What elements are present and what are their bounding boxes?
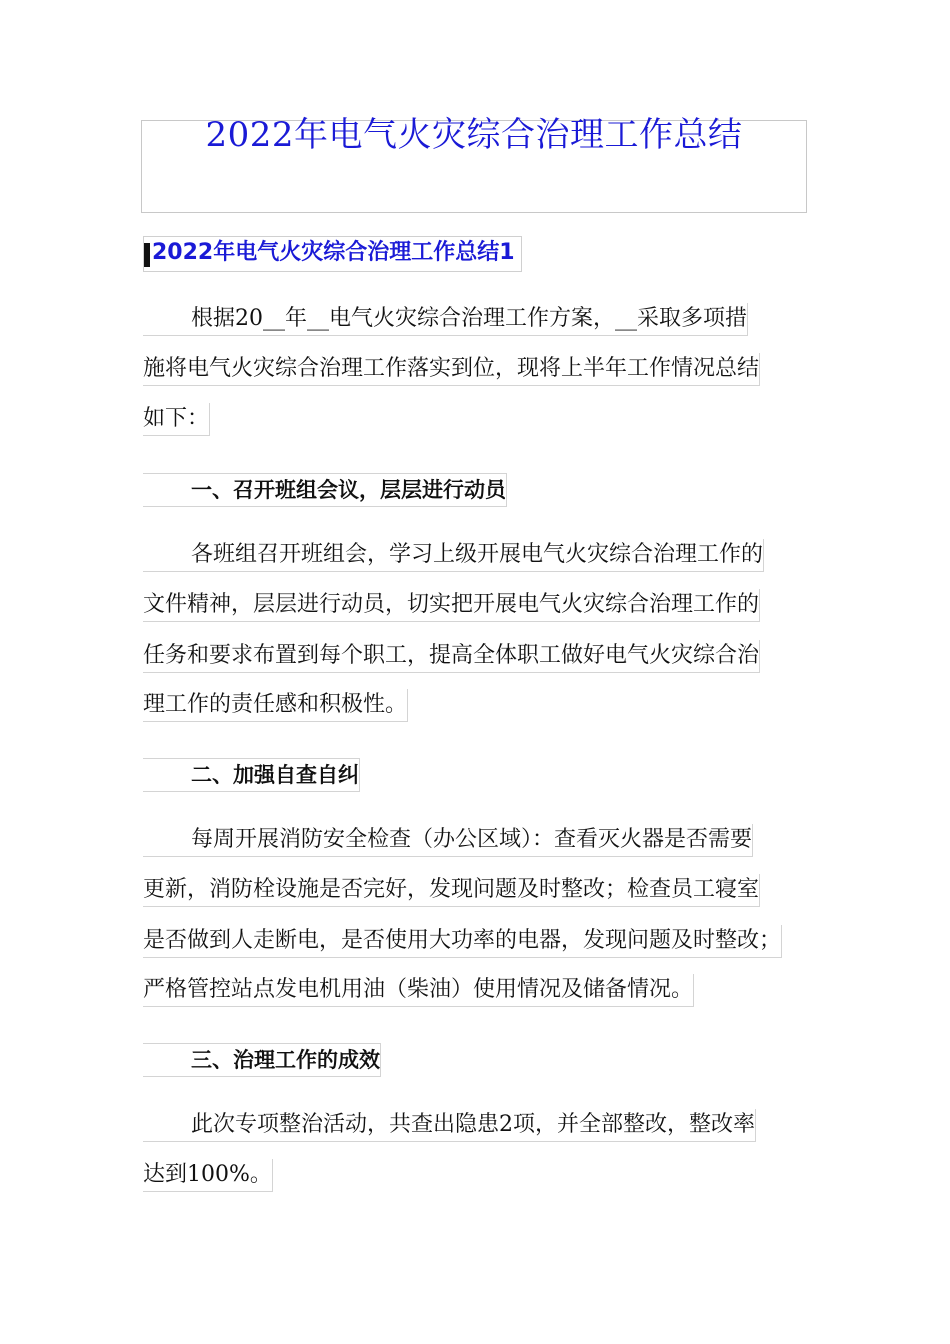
paragraph-line: 此次专项整治活动，共查出隐患2项，并全部整改，整改率 (143, 1109, 756, 1142)
subtitle-frame (143, 236, 522, 272)
paragraph-line: 达到100%。 (143, 1159, 273, 1192)
paragraph-line: 每周开展消防安全检查（办公区域）：查看灭火器是否需要 (143, 824, 753, 857)
paragraph-line: 更新，消防栓设施是否完好，发现问题及时整改；检查员工寝室 (143, 874, 760, 907)
section-heading: 二、加强自查自纠 (143, 758, 360, 792)
paragraph-line: 严格管控站点发电机用油（柴油）使用情况及储备情况。 (143, 974, 694, 1007)
document-title: 2022年电气火灾综合治理工作总结 (205, 115, 743, 155)
document-subtitle: 2022年电气火灾综合治理工作总结1 (152, 240, 515, 265)
paragraph-line: 根据20__年__电气火灾综合治理工作方案，__采取多项措 (143, 303, 748, 336)
paragraph-line: 各班组召开班组会，学习上级开展电气火灾综合治理工作的 (143, 539, 764, 572)
subtitle-marker (144, 243, 150, 267)
paragraph-line: 理工作的责任感和积极性。 (143, 689, 408, 722)
section-heading: 一、召开班组会议，层层进行动员 (143, 473, 507, 507)
paragraph-line: 任务和要求布置到每个职工，提高全体职工做好电气火灾综合治 (143, 640, 760, 673)
paragraph-line: 如下： (143, 403, 210, 436)
paragraph-line: 施将电气火灾综合治理工作落实到位，现将上半年工作情况总结 (143, 353, 760, 386)
paragraph-line: 文件精神，层层进行动员，切实把开展电气火灾综合治理工作的 (143, 589, 760, 622)
paragraph-line: 是否做到人走断电，是否使用大功率的电器，发现问题及时整改； (143, 925, 782, 958)
section-heading: 三、治理工作的成效 (143, 1043, 381, 1077)
